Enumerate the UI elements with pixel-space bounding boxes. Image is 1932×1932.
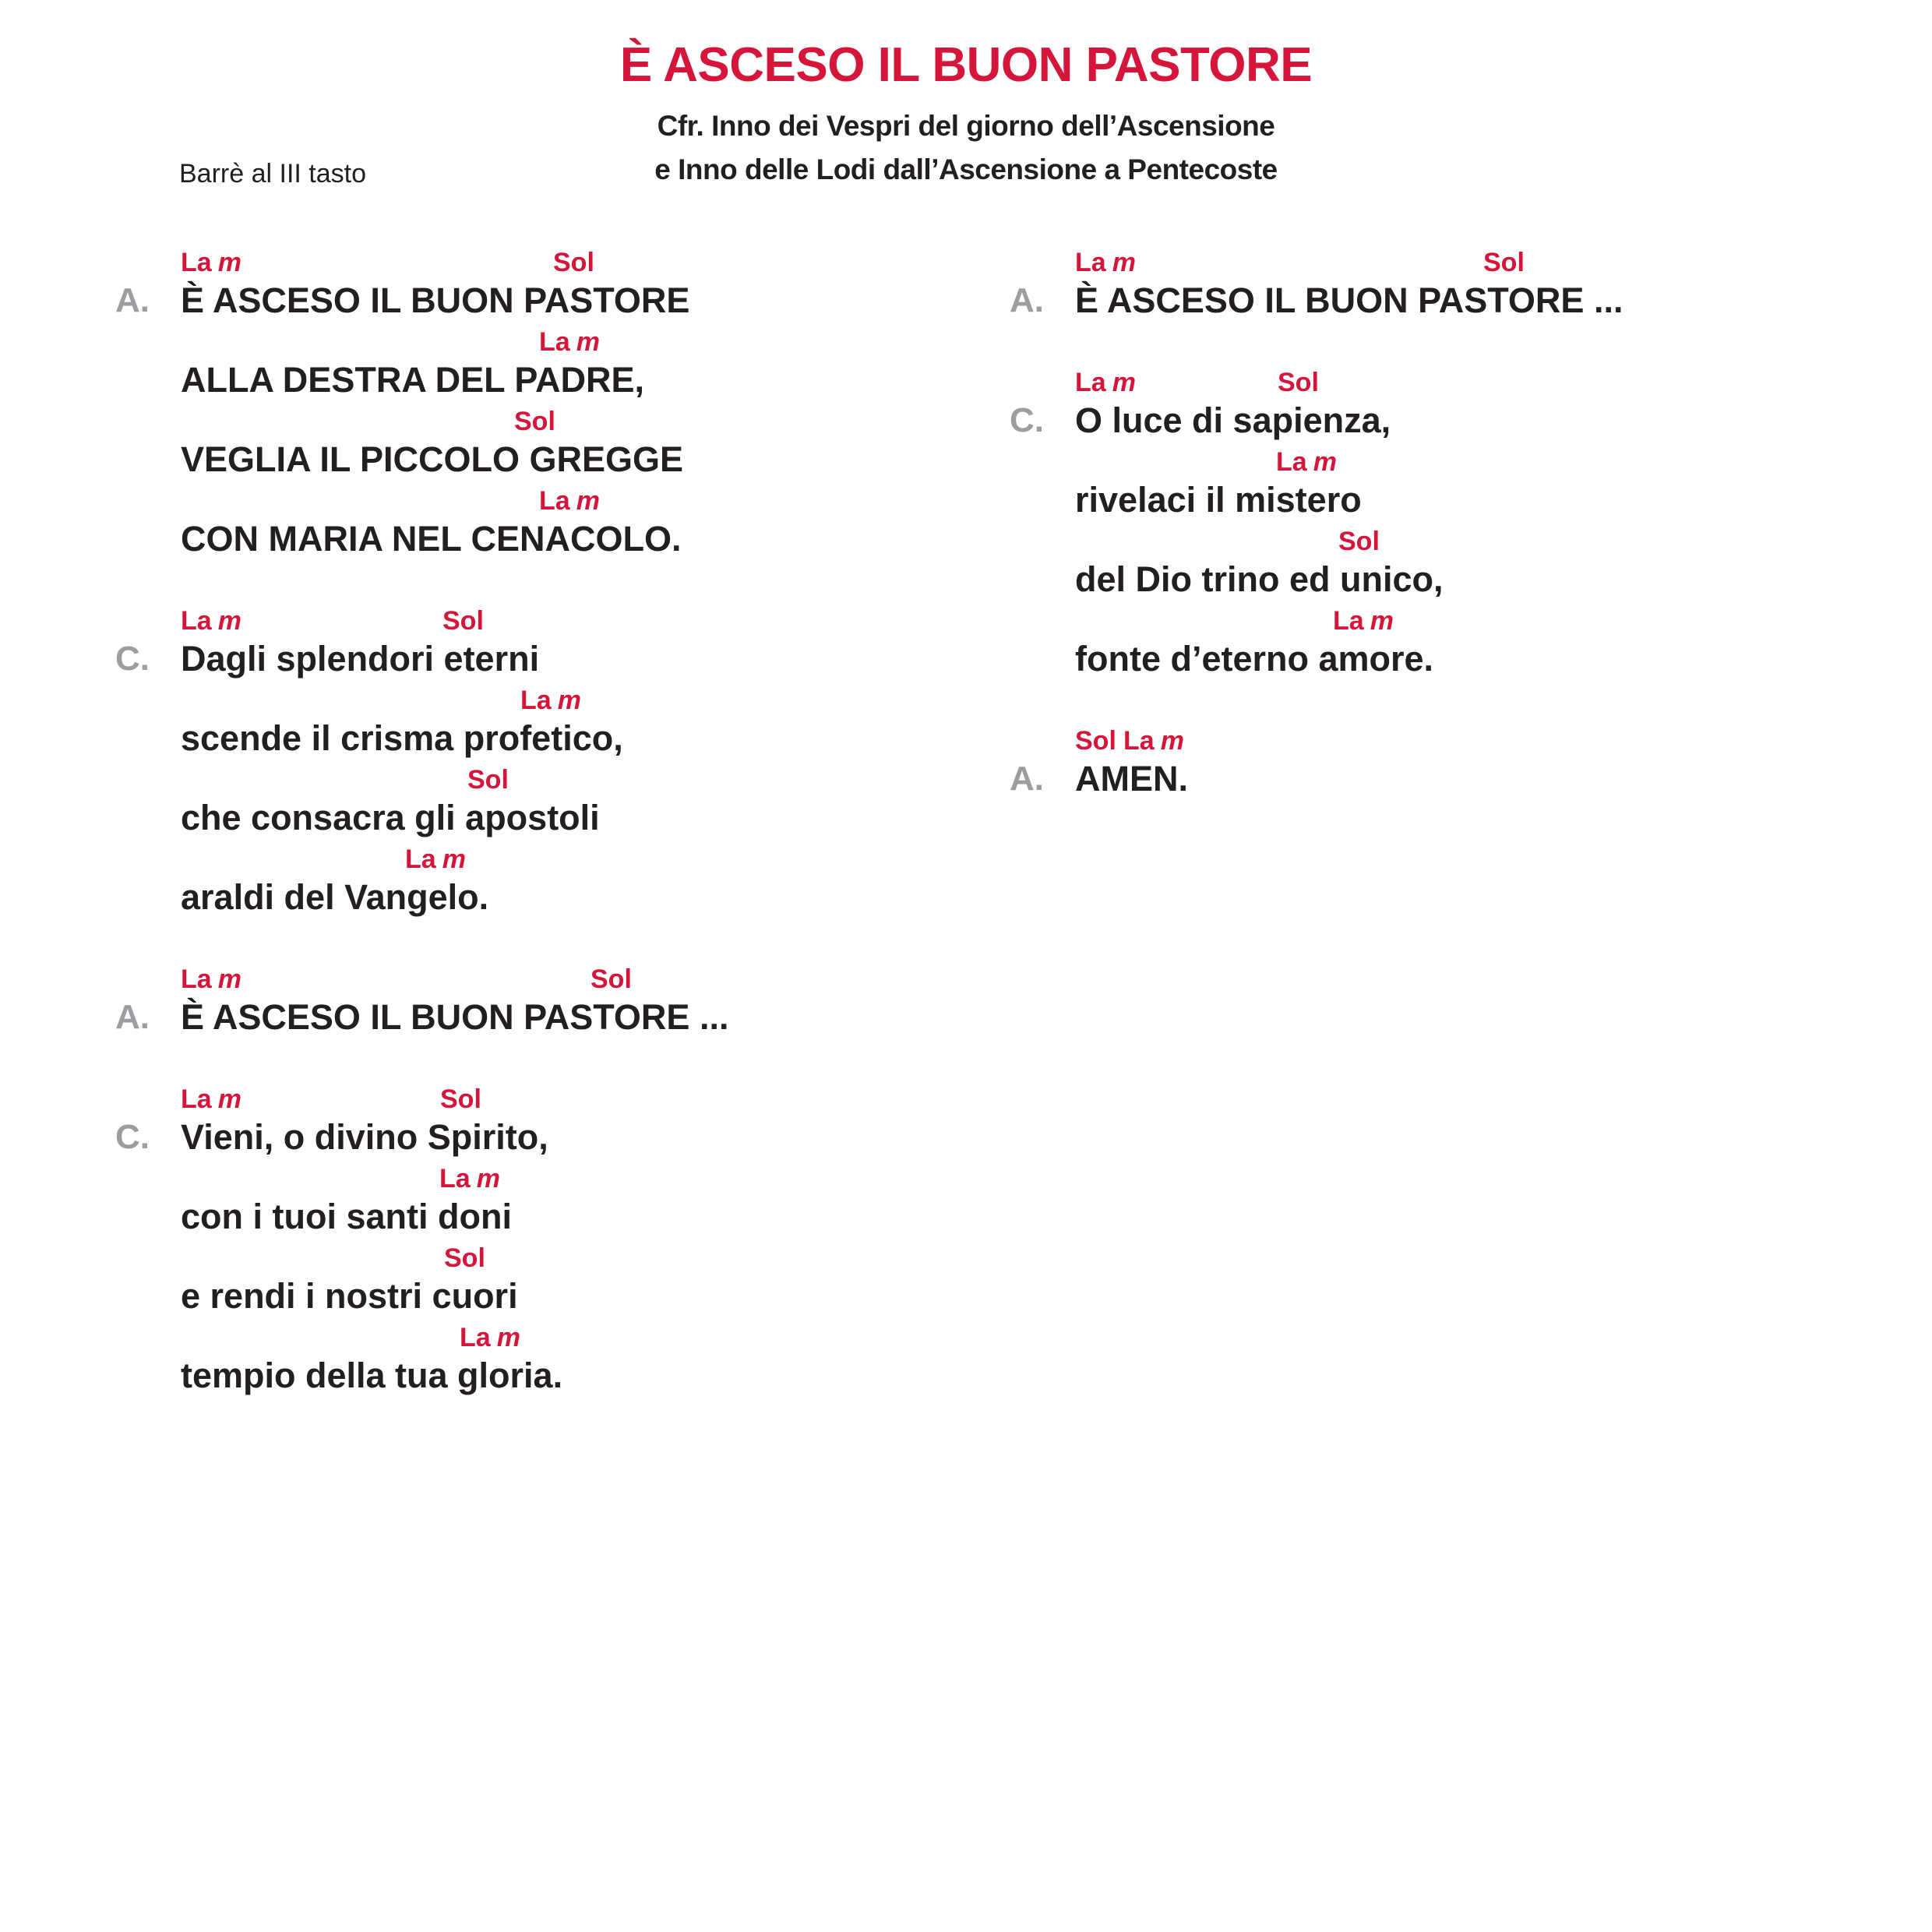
chord-root: Sol — [467, 765, 509, 795]
verse-block-c-right — [1010, 363, 1623, 681]
chord-lyric-line — [181, 1080, 728, 1159]
chord-root: La — [539, 327, 570, 357]
chord — [1123, 728, 1184, 754]
chord-lyric-line — [1075, 442, 1623, 522]
lyric-line: ALLA DESTRA DEL PADRE, — [181, 360, 645, 400]
chord-lyric-line — [1075, 363, 1623, 442]
chord-lyric-line — [181, 481, 728, 561]
chord — [1483, 249, 1525, 276]
chord-row — [181, 402, 728, 438]
chord-root: La — [539, 486, 570, 516]
chord-root: Sol — [440, 1084, 481, 1114]
chord-lyric-line — [1075, 601, 1623, 681]
verse-block-a1 — [115, 243, 728, 561]
chord-lyric-line — [181, 1239, 728, 1318]
chord-root: Sol — [514, 407, 555, 436]
chord-row — [181, 1239, 728, 1274]
chord-lyric-line — [181, 323, 728, 402]
chord — [181, 966, 242, 992]
chord-lyric-line — [1075, 243, 1623, 323]
lyric-line: con i tuoi santi doni — [181, 1197, 512, 1236]
chord — [520, 687, 581, 714]
chord-root: La — [439, 1164, 471, 1193]
lyric-line: CON MARIA NEL CENACOLO. — [181, 519, 682, 559]
song-subtitle-1: Cfr. Inno dei Vespri del giorno dell’Ascensione — [657, 110, 1275, 142]
lyric-line: araldi del Vangelo. — [181, 877, 489, 917]
chord — [1333, 608, 1394, 634]
chord-root: Sol — [442, 606, 484, 636]
chord — [1276, 449, 1337, 475]
chord-quality: m — [1112, 368, 1136, 397]
verse-label: A. — [115, 281, 150, 319]
verse-label: A. — [115, 998, 150, 1036]
chord-quality: m — [217, 248, 242, 277]
chord-row — [1075, 721, 1623, 757]
chord-root: La — [1075, 248, 1106, 277]
chord — [442, 608, 484, 634]
chord — [181, 1086, 242, 1112]
chord-row — [1075, 601, 1623, 637]
chord-quality: m — [442, 844, 466, 874]
chord-lyric-line — [181, 840, 728, 919]
song-subtitle-2: e Inno delle Lodi dall’Ascensione a Pentecoste — [654, 153, 1278, 185]
chord-quality: m — [217, 606, 242, 636]
chord — [467, 767, 509, 793]
chord — [1075, 369, 1136, 396]
chord-root: Sol — [444, 1243, 485, 1273]
chord-root: Sol — [553, 248, 594, 277]
lyric-line: Vieni, o divino Spirito, — [181, 1117, 548, 1157]
verse-block-a2-refrain — [115, 960, 729, 1039]
capo-note: Barrè al III tasto — [179, 159, 366, 189]
song-title: È ASCESO IL BUON PASTORE — [619, 38, 1313, 92]
chord-row — [181, 481, 728, 517]
chord-quality: m — [1313, 447, 1337, 477]
chord — [1338, 528, 1380, 555]
lyric-line: O luce di sapienza, — [1075, 400, 1391, 440]
chord-lyric-line — [181, 402, 728, 481]
chord-row — [181, 1159, 728, 1195]
chord — [1075, 249, 1136, 276]
chord-row — [181, 323, 728, 358]
chord-root: La — [1276, 447, 1307, 477]
chord — [539, 329, 600, 355]
chord-root: Sol — [1483, 248, 1525, 277]
chord-row — [181, 840, 728, 876]
chord-lyric-line — [181, 760, 728, 840]
lyric-line: Dagli splendori eterni — [181, 639, 540, 679]
chord-lyric-line — [1075, 721, 1623, 801]
lyric-line: È ASCESO IL BUON PASTORE ... — [1075, 280, 1624, 320]
chord-quality: m — [1160, 726, 1184, 756]
chord-root: La — [405, 844, 436, 874]
chord-root: La — [520, 686, 552, 715]
chord-row — [1075, 522, 1623, 558]
chord-row — [1075, 442, 1623, 478]
chord — [539, 488, 600, 514]
chord-quality: m — [476, 1164, 500, 1193]
verse-block-c2 — [115, 1080, 728, 1398]
verse-label: C. — [115, 1118, 150, 1156]
lyric-line: rivelaci il mistero — [1075, 480, 1362, 520]
verse-label: C. — [1010, 401, 1044, 439]
chord-row — [1075, 243, 1623, 279]
chord-quality: m — [576, 486, 600, 516]
chord-root: La — [1123, 726, 1155, 756]
chord-quality: m — [217, 964, 242, 994]
lyric-line: È ASCESO IL BUON PASTORE ... — [181, 997, 729, 1037]
chord — [440, 1086, 481, 1112]
chord-root: La — [181, 606, 212, 636]
chord-quality: m — [496, 1323, 520, 1352]
chord-row — [181, 243, 728, 279]
chord — [553, 249, 594, 276]
verse-label: C. — [115, 640, 150, 678]
chord-root: Sol — [591, 964, 632, 994]
chord-row — [181, 1318, 728, 1354]
verse-block-c1 — [115, 601, 728, 919]
chord-lyric-line — [181, 1159, 728, 1239]
verse-block-amen — [1010, 721, 1623, 801]
chord-lyric-line — [181, 1318, 728, 1398]
chord — [514, 408, 555, 435]
chord — [1075, 728, 1116, 754]
lyric-line: scende il crisma profetico, — [181, 718, 623, 758]
chord-row — [181, 1080, 728, 1116]
chord — [181, 608, 242, 634]
chord — [460, 1324, 520, 1351]
chord-quality: m — [576, 327, 600, 357]
lyric-line: del Dio trino ed unico, — [1075, 559, 1444, 599]
chord-lyric-line — [181, 960, 728, 1039]
chord-lyric-line — [181, 601, 728, 681]
chord-row — [1075, 363, 1623, 399]
lyric-line: e rendi i nostri cuori — [181, 1276, 518, 1316]
right-column — [1010, 243, 1624, 841]
chord — [591, 966, 632, 992]
left-column — [115, 243, 729, 1438]
lyric-line: che consacra gli apostoli — [181, 798, 600, 837]
chord-root: La — [181, 1084, 212, 1114]
chord-quality: m — [1112, 248, 1136, 277]
chord-lyric-line — [1075, 522, 1623, 601]
chord-row — [181, 681, 728, 717]
chord-row — [181, 760, 728, 796]
chord — [1278, 369, 1319, 396]
chord-root: Sol — [1338, 527, 1380, 556]
chord-root: Sol — [1075, 726, 1116, 756]
chord — [405, 846, 466, 873]
chord-root: La — [181, 248, 212, 277]
lyric-line: VEGLIA IL PICCOLO GREGGE — [181, 439, 684, 479]
chord-quality: m — [557, 686, 581, 715]
chord-root: La — [1075, 368, 1106, 397]
chord-lyric-line — [181, 243, 728, 323]
chord-row — [181, 601, 728, 637]
chord-root: La — [1333, 606, 1364, 636]
chord — [181, 249, 242, 276]
chord-row — [181, 960, 728, 996]
chord — [444, 1245, 485, 1271]
chord-root: La — [181, 964, 212, 994]
verse-block-a-refrain-right — [1010, 243, 1624, 323]
verse-label: A. — [1010, 281, 1044, 319]
verse-label: A. — [1010, 760, 1044, 798]
chord — [439, 1165, 500, 1192]
chord-root: Sol — [1278, 368, 1319, 397]
chord-root: La — [460, 1323, 491, 1352]
lyric-line: È ASCESO IL BUON PASTORE — [181, 280, 690, 320]
lyric-line: tempio della tua gloria. — [181, 1356, 563, 1395]
chord-quality: m — [1370, 606, 1394, 636]
chord-lyric-line — [181, 681, 728, 760]
chord-quality: m — [217, 1084, 242, 1114]
lyric-line: fonte d’eterno amore. — [1075, 639, 1434, 679]
lyric-line: AMEN. — [1075, 759, 1188, 799]
